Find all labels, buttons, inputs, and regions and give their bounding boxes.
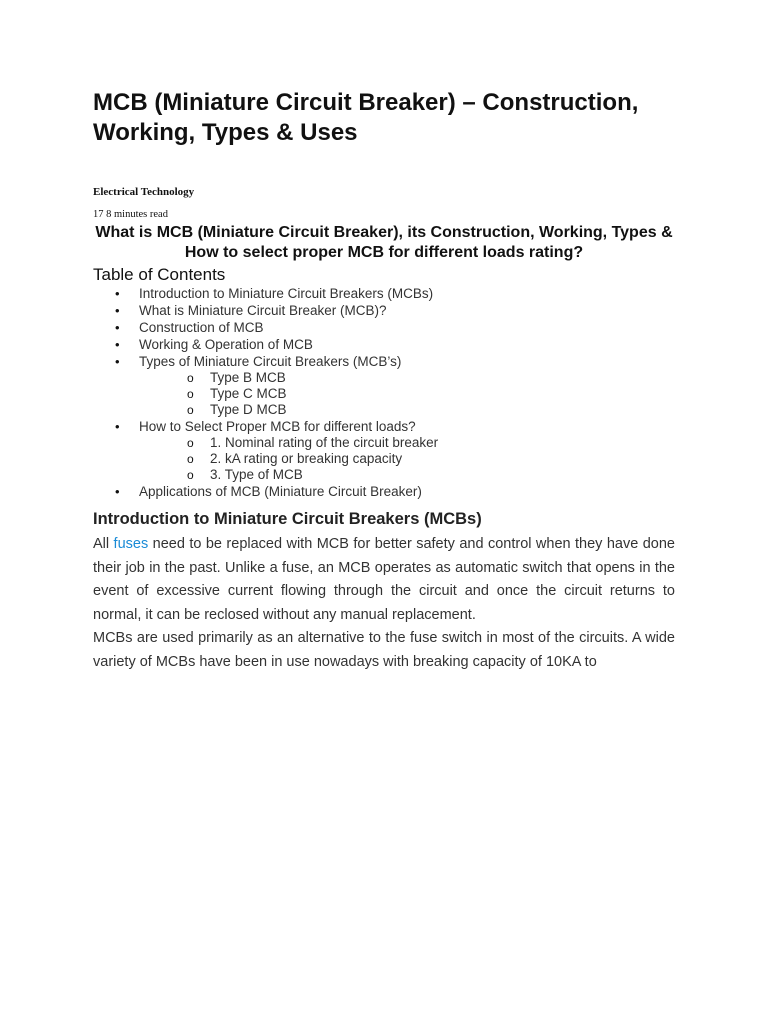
toc-subitems	[139, 370, 675, 418]
table-of-contents	[93, 285, 675, 500]
toc-subitem[interactable]: o 3. Type of MCB	[139, 467, 675, 483]
source-name[interactable]: Electrical Technology	[93, 186, 195, 198]
second-paragraph: MCBs are used primarily as an alternative to the fuse switch in most of the circuits. A wide variety of MCBs have been in use nowadays with breaking capacity of 10KA to	[93, 630, 675, 670]
fuses-link[interactable]: fuses	[113, 536, 149, 552]
toc-item[interactable]: • Construction of MCB	[93, 319, 675, 336]
toc-item[interactable]: • Introduction to Miniature Circuit Breakers (MCBs)	[93, 285, 675, 302]
toc-subitem[interactable]: o Type B MCB	[139, 370, 675, 386]
toc-subitem[interactable]: o 2. kA rating or breaking capacity	[139, 451, 675, 467]
para-text: need to be replaced with MCB for better safety and control when they have done their job in the past. Unlike a fuse, an MCB operates as automatic switch that opens in the event of excessive current flowing through the circuit and once the circuit returns to normal, it can be reclosed without any manual replacement.	[93, 536, 675, 623]
toc-item[interactable]: • Types of Miniature Circuit Breakers (MCB’s) o Type B MCB o Type C MCB o Type D MCB	[93, 353, 675, 418]
toc-subitem[interactable]: o Type D MCB	[139, 402, 675, 418]
toc-item[interactable]: • How to Select Proper MCB for different loads? o 1. Nominal rating of the circuit breaker o 2. kA rating or breaking capacity o 3. Type of MCB	[93, 418, 675, 483]
article-subtitle: What is MCB (Miniature Circuit Breaker), its Construction, Working, Types & How to select proper MCB for different loads rating?	[95, 224, 673, 261]
toc-subitem[interactable]: o 1. Nominal rating of the circuit breaker	[139, 435, 675, 451]
toc-heading: Table of Contents	[93, 265, 226, 284]
toc-item[interactable]: • What is Miniature Circuit Breaker (MCB)?	[93, 302, 675, 319]
toc-item[interactable]: • Working & Operation of MCB	[93, 336, 675, 353]
toc-subitem[interactable]: o Type C MCB	[139, 386, 675, 402]
section-heading: Introduction to Miniature Circuit Breakers (MCBs)	[93, 510, 482, 528]
toc-item[interactable]: • Applications of MCB (Miniature Circuit Breaker)	[93, 483, 675, 500]
intro-paragraph	[93, 533, 675, 627]
para-text: All	[93, 536, 114, 552]
read-time: 17 8 minutes read	[93, 209, 168, 220]
article-title: MCB (Miniature Circuit Breaker) – Construction, Working, Types & Uses	[93, 89, 639, 146]
article	[93, 0, 675, 674]
toc-subitems	[139, 435, 675, 483]
